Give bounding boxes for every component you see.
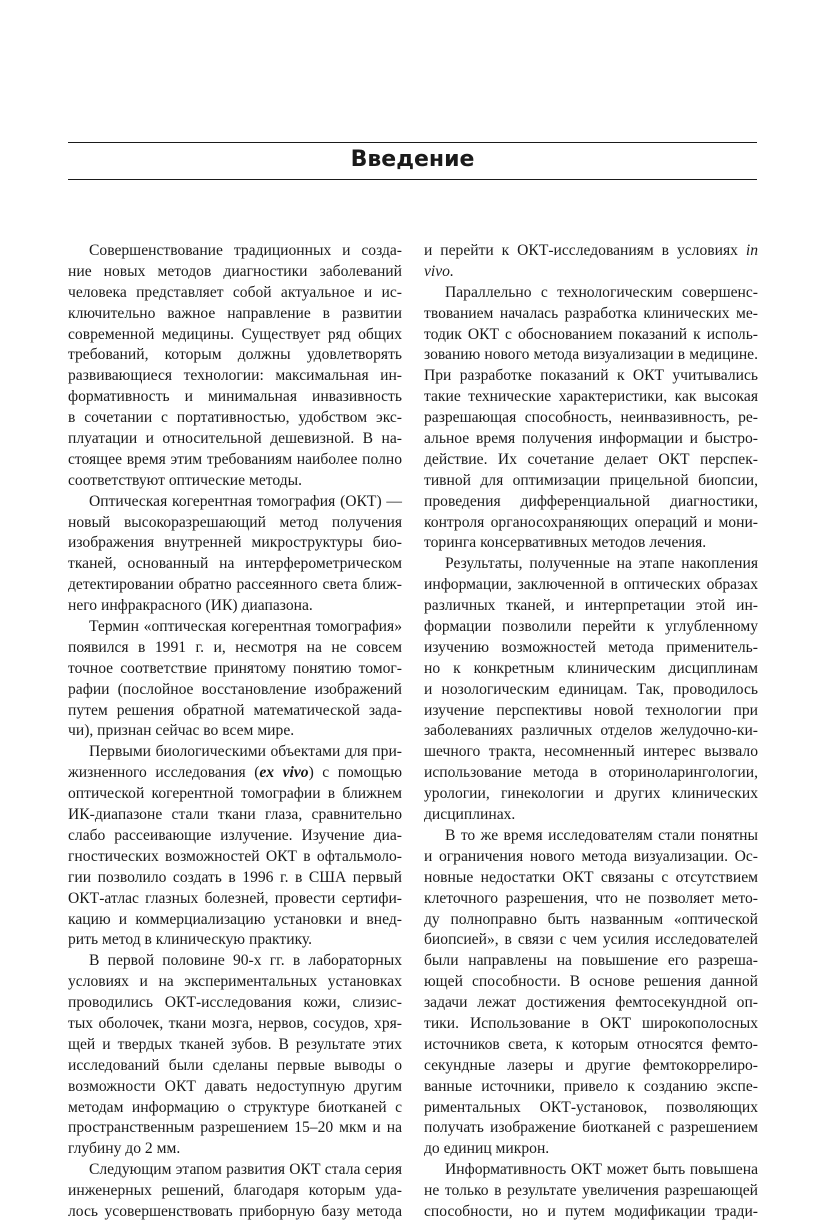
text-line: возможности ОКТ давать недоступную другим bbox=[68, 1077, 402, 1095]
text-line: соответствуют оптические методы. bbox=[68, 471, 303, 489]
text-line: шечного тракта, несомненный интерес вызвало bbox=[424, 743, 758, 761]
text-line: кацию и коммерциализацию установки и внед- bbox=[68, 910, 402, 928]
paragraph bbox=[424, 554, 758, 826]
text-line: зованию нового метода визуализации в медицине. bbox=[424, 346, 758, 364]
text-line: развивающиеся технологии: максимальная ин- bbox=[68, 367, 402, 385]
text-line: него инфракрасного (ИК) диапазона. bbox=[68, 597, 313, 615]
text-line: тодик ОКТ с обоснованием показаний к исполь- bbox=[424, 325, 758, 343]
text-line: разрешающая способность, неинвазивность, ре- bbox=[424, 409, 758, 427]
text-line: чи), признан сейчас во всем мире. bbox=[68, 722, 295, 740]
text-line: Результаты, полученные на этапе накопления bbox=[445, 555, 758, 573]
text-line: глубину до 2 мм. bbox=[68, 1140, 181, 1158]
text-line: изучение перспективы новой технологии при bbox=[424, 701, 758, 719]
text-line: Параллельно с технологическим совершенс- bbox=[445, 283, 758, 301]
text-line: источников света, к которым относятся фемто- bbox=[424, 1035, 758, 1053]
right-column bbox=[424, 241, 758, 1223]
text-line: биопсией», в связи с чем усилия исследователей bbox=[424, 931, 758, 949]
text-line: В то же время исследователям стали понятны bbox=[445, 826, 758, 844]
text-line: риментальных ОКТ-установок, позволяющих bbox=[424, 1098, 758, 1116]
text-line: и нозологическим единицам. Так, проводилось bbox=[424, 680, 758, 698]
text-line: были направлены на повышение его разреша- bbox=[424, 952, 758, 970]
text-line: и ограничения нового метода визуализации. Ос- bbox=[424, 847, 758, 865]
text-line: использование метода в оториноларингологии, bbox=[424, 764, 758, 782]
text-line: появился в 1991 г. и, несмотря на не совсем bbox=[68, 638, 402, 656]
paragraph bbox=[68, 492, 402, 617]
text-line: информации, заключенной в оптических образах bbox=[424, 576, 758, 594]
text-line: гностических возможностей ОКТ в офтальмоло- bbox=[68, 847, 402, 865]
text-line: ющей способности. В основе решения данной bbox=[424, 973, 758, 991]
text-line: Первыми биологическими объектами для при- bbox=[89, 743, 402, 761]
text-line: детектировании обратно рассеянного света ближ- bbox=[68, 576, 402, 594]
text-line: проводились ОКТ-исследования кожи, слизис- bbox=[68, 994, 402, 1012]
text-line: ду полноправно быть названным «оптической bbox=[424, 910, 758, 928]
text-line: рить метод в клиническую практику. bbox=[68, 931, 313, 949]
text-line: и перейти к ОКТ-исследованиям в условиях in bbox=[424, 242, 758, 259]
text-line: твованием началась разработка клинических ме- bbox=[424, 304, 758, 322]
text-line: контроля органосохраняющих операций и мони- bbox=[424, 513, 758, 531]
paragraph bbox=[68, 951, 402, 1160]
text-line: Совершенствование традиционных и созда- bbox=[89, 242, 402, 259]
text-line: рафии (послойное восстановление изображений bbox=[68, 680, 402, 698]
text-line: ключительно важное направление в развитии bbox=[68, 304, 402, 322]
paragraph bbox=[424, 826, 758, 1160]
text-line: инженерных решений, благодаря которым уда- bbox=[68, 1182, 402, 1200]
text-line: не только в результате увеличения разрешающей bbox=[424, 1182, 758, 1200]
text-line: пространственным разрешением 15–20 мкм и на bbox=[68, 1119, 402, 1137]
text-line: клеточного разрешения, что не позволяет мето- bbox=[424, 889, 758, 907]
text-line: торинга консервативных методов лечения. bbox=[424, 534, 707, 552]
text-line: действие. Их сочетание делает ОКТ перспек- bbox=[424, 450, 758, 468]
text-line: такие технические характеристики, как высокая bbox=[424, 388, 758, 406]
title-rule-bottom bbox=[68, 179, 757, 180]
text-line: задачи лежат достижения фемтосекундной оп- bbox=[424, 994, 758, 1012]
paragraph bbox=[68, 1160, 402, 1223]
text-line: оптической когерентной томографии в ближнем bbox=[68, 785, 402, 803]
text-line: Следующим этапом развития ОКТ стала серия bbox=[89, 1161, 402, 1179]
paragraph bbox=[68, 241, 402, 492]
text-line: стоящее время этим требованиям наиболее полно bbox=[68, 450, 402, 468]
text-line: лось усовершенствовать приборную базу метода bbox=[68, 1202, 402, 1220]
text-line: путем решения обратной математической зада- bbox=[68, 701, 402, 719]
text-line: новные недостатки ОКТ связаны с отсутствием bbox=[424, 868, 758, 886]
text-line: исследований были сделаны первые выводы о bbox=[68, 1056, 402, 1074]
page-title: Введение bbox=[350, 147, 475, 172]
text-line: слабо рассеивающие излучение. Изучение диа- bbox=[68, 826, 402, 844]
paragraph bbox=[68, 617, 402, 742]
text-line: требований, которым должны удовлетворять bbox=[68, 346, 402, 364]
text-line: условиях и на экспериментальных установках bbox=[68, 973, 402, 991]
text-line: современной медицины. Существует ряд общих bbox=[68, 325, 402, 343]
text-line: урологии, гинекологии и других клинических bbox=[424, 785, 758, 803]
text-line: щей и твердых тканей зубов. В результате этих bbox=[68, 1035, 402, 1053]
text-line: При разработке показаний к ОКТ учитывались bbox=[424, 367, 758, 385]
text-line: различных тканей, и интерпретации этой ин- bbox=[424, 597, 758, 615]
text-line: Информативность ОКТ может быть повышена bbox=[445, 1161, 758, 1179]
text-line: тканей, основанный на интерферометрическом bbox=[68, 555, 402, 573]
text-line: дисциплинах. bbox=[424, 806, 516, 824]
text-line: тивной для оптимизации прицельной биопсии, bbox=[424, 471, 758, 489]
text-line: изучению возможностей метода применитель- bbox=[424, 638, 758, 656]
text-line: изображения внутренней микроструктуры био- bbox=[68, 534, 402, 552]
text-line: точное соответствие принятому понятию томог- bbox=[68, 659, 402, 677]
text-line: секундные лазеры и другие фемтокоррелиро- bbox=[424, 1056, 758, 1074]
text-line: ние новых методов диагностики заболеваний bbox=[68, 262, 402, 280]
paragraph bbox=[424, 1160, 758, 1223]
text-line: ванные источники, привело к созданию экспе- bbox=[424, 1077, 758, 1095]
text-line: получать изображение биотканей с разрешением bbox=[424, 1119, 758, 1137]
text-line: ОКТ-атлас глазных болезней, провести сертифи- bbox=[68, 889, 402, 907]
text-line: новый высокоразрешающий метод получения bbox=[68, 513, 402, 531]
text-line: ИК-диапазоне стали ткани глаза, сравнительно bbox=[68, 806, 402, 824]
text-line: гии позволило создать в 1996 г. в США первый bbox=[68, 868, 402, 886]
text-line: до единиц микрон. bbox=[424, 1140, 550, 1158]
paragraph bbox=[424, 283, 758, 555]
text-line: заболеваниях различных отделов желудочно-ки- bbox=[424, 722, 758, 740]
text-line: методам информацию о структуре биотканей с bbox=[68, 1098, 402, 1116]
text-line: формативность и минимальная инвазивность bbox=[68, 388, 402, 406]
text-line: тых оболочек, ткани мозга, нервов, сосудов, хря- bbox=[68, 1014, 402, 1032]
paragraph bbox=[424, 241, 758, 283]
text-line: vivo. bbox=[424, 262, 454, 280]
text-line: способности, но и путем модификации тради- bbox=[424, 1202, 758, 1220]
text-line: жизненного исследования (ex vivo) с помощью bbox=[68, 764, 402, 782]
text-line: плуатации и относительной дешевизной. В на- bbox=[68, 430, 402, 448]
text-line: но к конкретным клиническим дисциплинам bbox=[424, 659, 758, 677]
text-line: формации позволили перейти к углубленному bbox=[424, 618, 758, 636]
text-line: Термин «оптическая когерентная томография» bbox=[89, 618, 402, 636]
text-line: человека представляет собой актуальное и ис- bbox=[68, 283, 402, 301]
text-line: тики. Использование в ОКТ широкополосных bbox=[424, 1014, 758, 1032]
text-line: в сочетании с портативностью, удобством экс- bbox=[68, 409, 402, 427]
text-line: Оптическая когерентная томография (ОКТ) — bbox=[89, 492, 402, 510]
left-column bbox=[68, 241, 402, 1223]
text-line: альное время получения информации и быстро- bbox=[424, 430, 758, 448]
text-line: В первой половине 90-х гг. в лабораторных bbox=[89, 952, 402, 970]
paragraph bbox=[68, 742, 402, 951]
text-line: проведения дифференциальной диагностики, bbox=[424, 492, 758, 510]
